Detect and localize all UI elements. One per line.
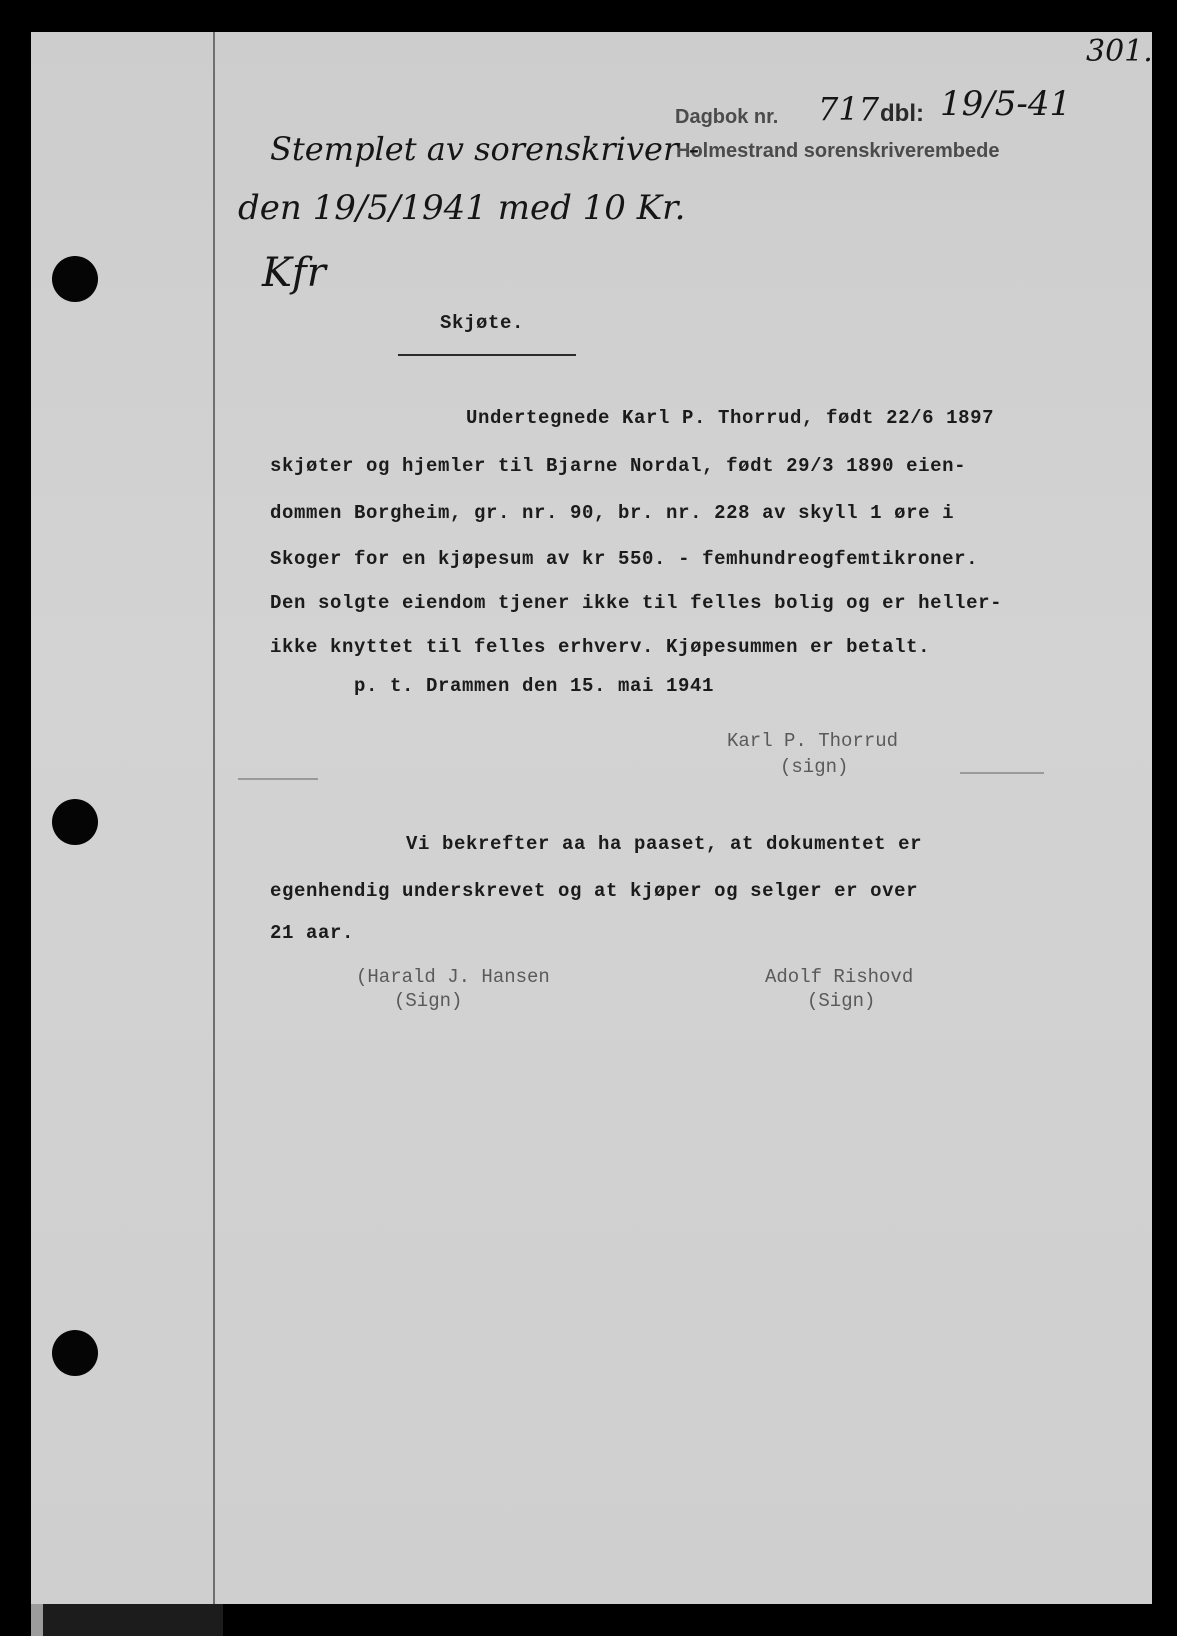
stamp-dagbok-number: 717 bbox=[818, 90, 880, 128]
handwritten-note-line2: den 19/5/1941 med 10 Kr. bbox=[238, 188, 686, 228]
witness2-sign: (Sign) bbox=[807, 990, 876, 1012]
seller-name: Karl P. Thorrud bbox=[727, 730, 899, 752]
punch-hole-bottom bbox=[52, 1330, 98, 1376]
body-line-6: ikke knyttet til felles erhverv. Kjøpesummen er betalt. bbox=[270, 636, 931, 658]
scanned-page bbox=[31, 32, 1152, 1604]
witness-line-2: egenhendig underskrevet og at kjøper og selger er over bbox=[270, 880, 919, 902]
body-line-4: Skoger for en kjøpesum av kr 550. - femhundreogfemtikroner. bbox=[270, 548, 979, 570]
witness2-name: Adolf Rishovd bbox=[765, 966, 914, 988]
handwritten-initials: Kfr bbox=[262, 250, 326, 296]
punch-hole-middle bbox=[52, 799, 98, 845]
page-margin-rule bbox=[213, 32, 215, 1604]
page-number: 301. bbox=[1086, 34, 1153, 69]
film-edge-band bbox=[43, 1604, 223, 1636]
seller-sign: (sign) bbox=[780, 756, 849, 778]
body-line-5: Den solgte eiendom tjener ikke til felles bolig og er heller- bbox=[270, 592, 1003, 614]
witness1-name: (Harald J. Hansen bbox=[356, 966, 550, 988]
witness-line-3: 21 aar. bbox=[270, 922, 355, 944]
document-title: Skjøte. bbox=[440, 312, 525, 334]
margin-dash-right bbox=[960, 772, 1044, 774]
stamp-office: Holmestrand sorenskriverembede bbox=[676, 140, 1000, 162]
witness1-sign: (Sign) bbox=[394, 990, 463, 1012]
body-line-1: Undertegnede Karl P. Thorrud, født 22/6 1897 bbox=[466, 407, 995, 429]
punch-hole-top bbox=[52, 256, 98, 302]
witness-line-1: Vi bekrefter aa ha paaset, at dokumentet er bbox=[406, 833, 923, 855]
stamp-date-label: dbl: bbox=[880, 100, 924, 127]
margin-dash-left bbox=[238, 778, 318, 780]
stamp-dagbok-label: Dagbok nr. bbox=[675, 106, 779, 128]
handwritten-note-line1: Stemplet av sorenskriver - bbox=[270, 130, 700, 168]
place-date: p. t. Drammen den 15. mai 1941 bbox=[354, 675, 715, 697]
body-line-3: dommen Borgheim, gr. nr. 90, br. nr. 228 av skyll 1 øre i bbox=[270, 502, 955, 524]
stamp-date-value: 19/5-41 bbox=[940, 84, 1072, 124]
title-underline bbox=[398, 354, 576, 356]
body-line-2: skjøter og hjemler til Bjarne Nordal, født 29/3 1890 eien- bbox=[270, 455, 967, 477]
